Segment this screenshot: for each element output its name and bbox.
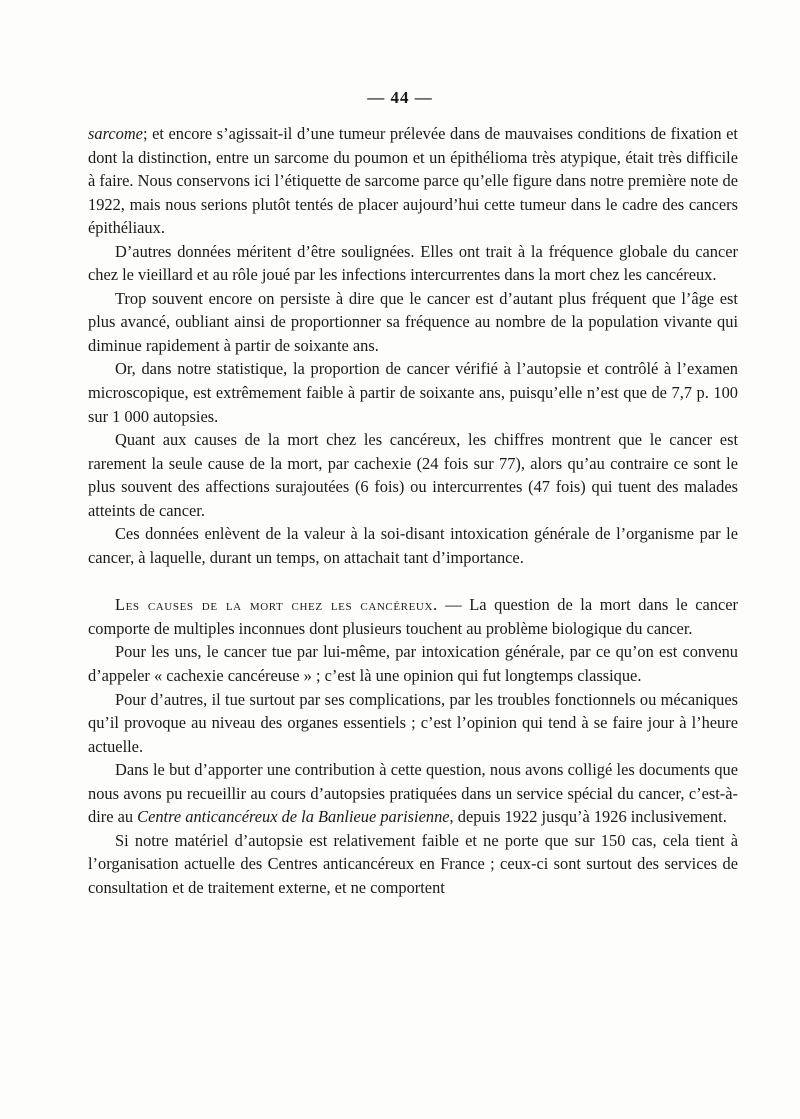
paragraph-3: Trop souvent encore on persiste à dire que le cancer est d’autant plus fréquent que l’âge est plus avancé, oubliant ainsi de proportionner sa fréquence au nombre de la population vivante qui diminue rapidement à partir de soixante ans. — [88, 288, 738, 355]
paragraph-10-text: Dans le but d’apporter une contribution à cette question, nous avons colligé les documents que nous avons pu recueillir au cours d’autopsies pratiquées dans un service spécial du cancer, c’est-à-dire au — [88, 760, 738, 827]
paragraph-11: Si notre matériel d’autopsie est relativement faible et ne porte que sur 150 cas, cela tient à l’organisation actuelle des Centres anticancéreux en France ; ceux-ci sont surtout des services de consultation et de traitement externe, et ne comportent — [88, 830, 738, 897]
section-paragraph-text: — La question de la mort dans le cancer comporte de multiples inconnues dont plusieurs touchent au problème biologique du cancer. — [88, 595, 739, 638]
paragraph-5: Quant aux causes de la mort chez les cancéreux, les chiffres montrent que le cancer est rarement la seule cause de la mort, par cachexie (24 fois sur 77), alors qu’au contraire ce sont le plus souvent des affections surajoutées (6 fois) ou intercurrentes (47 fois) qui tuent des malades atteints de cancer. — [88, 430, 738, 520]
paragraph-4: Or, dans notre statistique, la proportion de cancer vérifié à l’autopsie et contrôlé à l’examen microscopique, est extrêmement faible à partir de soixante ans, puisqu’elle n’est que de 7,7 p. 100 sur 1 000 autopsies. — [88, 359, 738, 426]
paragraph-2: D’autres données méritent d’être soulignées. Elles ont trait à la fréquence globale du cancer chez le vieillard et au rôle joué par les infections intercurrentes dans la mort chez les cancéreux. — [88, 241, 738, 285]
section-paragraph — [88, 593, 738, 640]
italic-centre-name: Centre anticancéreux de la Banlieue parisienne — [137, 807, 450, 827]
italic-term-sarcome: sarcome — [88, 124, 143, 143]
paragraph-9: Pour d’autres, il tue surtout par ses complications, par les troubles fonctionnels ou mécaniques qu’il provoque au niveau des organes essentiels ; c’est l’opinion qui tend à se faire jour à l’heure actuelle. — [88, 689, 738, 756]
paragraph-10-text-after: , depuis 1922 jusqu’à 1926 inclusivement. — [449, 807, 727, 827]
body-text — [88, 122, 738, 900]
paragraph-1-text: ; et encore s’agissait-il d’une tumeur prélevée dans de mauvaises conditions de fixation et dont la distinction, entre un sarcome du poumon et un épithélioma très atypique, était très difficile à faire. Nous conservons ici l’étiquette de sarcome parce qu’elle figure dans notre première note de 1922, mais nous serions plutôt tentés de placer aujourd’hui cette tumeur dans le cadre des cancers épithéliaux. — [88, 124, 738, 238]
page-number: — 44 — — [367, 88, 433, 107]
paragraph-8: Pour les uns, le cancer tue par lui-même, par intoxication générale, par ce qu’on est convenu d’appeler « cachexie cancéreuse » ; c’est là une opinion qui fut longtemps classique. — [88, 642, 738, 686]
paragraph-10 — [88, 758, 738, 829]
paragraph-1 — [88, 122, 738, 240]
section-heading: Les causes de la mort chez les cancéreux. — [115, 595, 438, 615]
paragraph-6: Ces données enlèvent de la valeur à la soi-disant intoxication générale de l’organisme par le cancer, à laquelle, durant un temps, on attachait tant d’importance. — [88, 524, 738, 567]
